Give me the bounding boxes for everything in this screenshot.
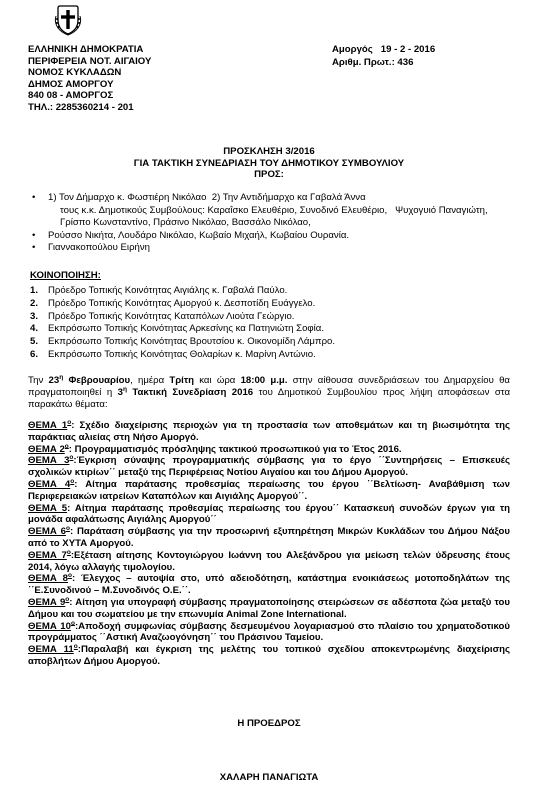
list-item: 4. Εκπρόσωπο Τοπικής Κοινότητας Αρκεσίνης κα Πατηνιώτη Σοφία. <box>30 323 325 335</box>
signature-role: Η ΠΡΟΕΔΡΟΣ <box>237 718 301 729</box>
bullet-icon: • <box>32 229 36 241</box>
recipients-list <box>30 192 520 255</box>
title-line: ΠΡΟΣ: <box>254 169 284 180</box>
agenda-item: ΘΕΜΑ $11^o:\Pi\alpha\rho\alpha\lambda\alpha\beta ή$ και έγκριση της μελέτης του τοπικού σχεδίου αποκεντρωμένης διαχείρισης αποβλήτων Δήμου Αμοργού. <box>28 642 510 667</box>
list-item: 3. Πρόεδρο Τοπικής Κοινότητας Καταπόλων Λιούτα Γεώργιο. <box>30 310 295 322</box>
cc-heading: ΚΟΙΝΟΠΟΙΗΣΗ: <box>30 270 101 281</box>
signature-name: ΧΑΛΑΡΗ ΠΑΝΑΓΙΩΤΑ <box>219 772 319 783</box>
list-item: 1. Πρόεδρο Τοπικής Κοινότητας Αιγιάλης κ. Γαβαλά Παύλο. <box>30 285 288 296</box>
title-line: ΓΙΑ ΤΑΚΤΙΚΗ ΣΥΝΕΔΡΙΑΣΗ ΤΟΥ ΔΗΜΟΤΙΚΟΥ ΣΥΜΒΟΥΛΙΟΥ <box>133 157 405 169</box>
invitation-title <box>0 146 538 181</box>
bullet-icon: • <box>32 242 36 254</box>
header-line: ΠΕΡΙΦΕΡΕΙΑ ΝΟΤ. ΑΙΓΑΙΟΥ <box>28 55 152 67</box>
issuer-header <box>28 44 151 114</box>
date-protocol-block <box>332 44 435 69</box>
header-line: ΕΛΛΗΝΙΚΗ ΔΗΜΟΚΡΑΤΙΑ <box>28 44 144 55</box>
bullet-icon: • <box>32 192 36 203</box>
header-line: ΝΟΜΟΣ ΚΥΚΛΑΔΩΝ <box>28 67 122 79</box>
agenda-item: ΘΕΜΑ $10^o:A\pi o\delta o\chi ή$ συμφωνίας σύμβασης δεσμευμένου λογαριασμού στο πλαίσιο του χρηματοδοτικού προγράμματος ΄΄Αστική Αναζωογόνηση΄΄ του Πράσινου Ταμείου. <box>28 619 510 644</box>
agenda-item: ΘΕΜΑ $9^o$: Αίτηση για υπογραφή σύμβασης πραγματοποίησης στειρώσεων σε αδέσποτα ζώα μεταξύ του Δήμου και του σωματείου με την επωνυμία Animal Zone International. <box>28 595 510 620</box>
agenda-topics <box>28 420 510 668</box>
agenda-item: ΘΕΜΑ 5: Αίτημα παράτασης προθεσμίας περαίωσης του έργου΄΄ Κατασκευή συνοδών έργων για τη μονάδα αφαλάτωσης Αιγιάλης Αμοργού΄΄ <box>28 502 510 526</box>
list-item: 2. Πρόεδρο Τοπικής Κοινότητας Αμοργού κ. Δεσποτίδη Ευάγγελο. <box>30 297 316 309</box>
agenda-item: ΘΕΜΑ $8^o$: Έλεγχος – αυτοψία στο, υπό αδειοδότηση, κατάστημα ενοικιάσεως μοτοποδηλάτων της ΄΄Ε.Συνοδινού – Μ.Συνοδινός Ο.Ε.΄΄. <box>28 572 510 597</box>
agenda-item: ΘΕΜΑ $4^o$: Αίτημα παράτασης προθεσμίας περαίωσης του έργου ΄΄Βελτίωση- Αναβάθμιση των Περιφερειακών ιατρείων Καταπόλων και Αιγιάλης Αμοργού΄΄. <box>28 477 510 502</box>
agenda-item: ΘΕΜΑ $3^o:Έ\gamma\kappa\rho\iota\sigma\eta$ σύναψης προγραμματικής σύμβασης για το έργο ΄΄Συντηρήσεις – Επισκευές σχολικών κτιρίων΄΄ μεταξύ της Περιφέρειας Νοτίου Αιγαίου και του Δήμου Αμοργού. <box>28 454 510 479</box>
title-line: ΠΡΟΣΚΛΗΣΗ 3/2016 <box>223 146 315 157</box>
agenda-item: ΘΕΜΑ $7^o:E\xi έ\tau\alpha\sigma\eta$ αίτησης Κοντογιώργου Ιωάννη του Αλεξάνδρου για μείωση τελών ύδρευσης έτους 2014, λόγω αλλαγής τιμολογίου. <box>28 548 510 573</box>
list-item: • 1) Τον Δήμαρχο κ. Φωστιέρη Νικόλαο 2) Την Αντιδήμαρχο κα Γαβαλά Άννα <box>32 192 366 203</box>
header-line: ΤΗΛ.: 2285360214 - 201 <box>28 101 134 113</box>
header-line: ΔΗΜΟΣ ΑΜΟΡΓΟΥ <box>28 78 114 90</box>
header-line: 840 08 - ΑΜΟΡΓΟΣ <box>28 90 114 102</box>
agenda-item: ΘΕΜΑ $1^o$: Σχέδιο διαχείρισης περιοχών για τη προστασία των αποθεμάτων και τη βιωσιμότητα της παράκτιας αλιείας στη Νήσο Αμοργό. <box>28 418 510 443</box>
place-date: Αμοργός 19 - 2 - 2016 <box>332 44 436 55</box>
list-item: τους κ.κ. Δημοτικούς Συμβούλους: Καραΐσκο Ελευθέριο, Συνοδινό Ελευθέριο, Ψυχογυιό Παναγιώτη, Γρίσπο Κωνσταντίνο, Πράσινο Νικόλαο, Βασσάλο Νικόλαο, <box>60 204 491 229</box>
cc-list <box>30 285 520 362</box>
greek-emblem-icon <box>52 4 84 36</box>
list-item: 6. Εκπρόσωπο Τοπικής Κοινότητας Θολαρίων κ. Μαρίνη Αντώνιο. <box>30 348 316 360</box>
protocol-number: Αριθμ. Πρωτ.: 436 <box>332 56 414 68</box>
agenda-item: ΘΕΜΑ $6^o$: Παράταση σύμβασης για την προσωρινή εξυπηρέτηση Μικρών Κυκλάδων του Δήμου Νάξου από το ΧΥΤΑ Αμοργού. <box>28 524 510 549</box>
list-item: • Γιαννακοπούλου Ειρήνη <box>32 242 150 254</box>
intro-paragraph: Την $23^\eta$ Φεβρουαρίου, ημέρα Τρίτη και ώρα 18:00 μ.μ. στην αίθουσα συνεδριάσεων του Δημαρχείου θα πραγματοποιηθεί η $3^\eta$ Τακτική Συνεδρίαση 2016 του Δημοτικού Συμβουλίου προς λήψη αποφάσεων στα παρακάτω θέματα: <box>28 373 510 411</box>
list-item: • Ρούσσο Νικήτα, Λουδάρο Νικόλαο, Κωβαίο Μιχαήλ, Κωβαίου Ουρανία. <box>32 229 350 241</box>
list-item: 5. Εκπρόσωπο Τοπικής Κοινότητας Βρουτσίου κ. Οικονομίδη Λάμπρο. <box>30 336 336 348</box>
agenda-item: ΘΕΜΑ $2^o$: Προγραμματισμός πρόσληψης τακτικού προσωπικού για το Έτος 2016. <box>28 442 402 455</box>
